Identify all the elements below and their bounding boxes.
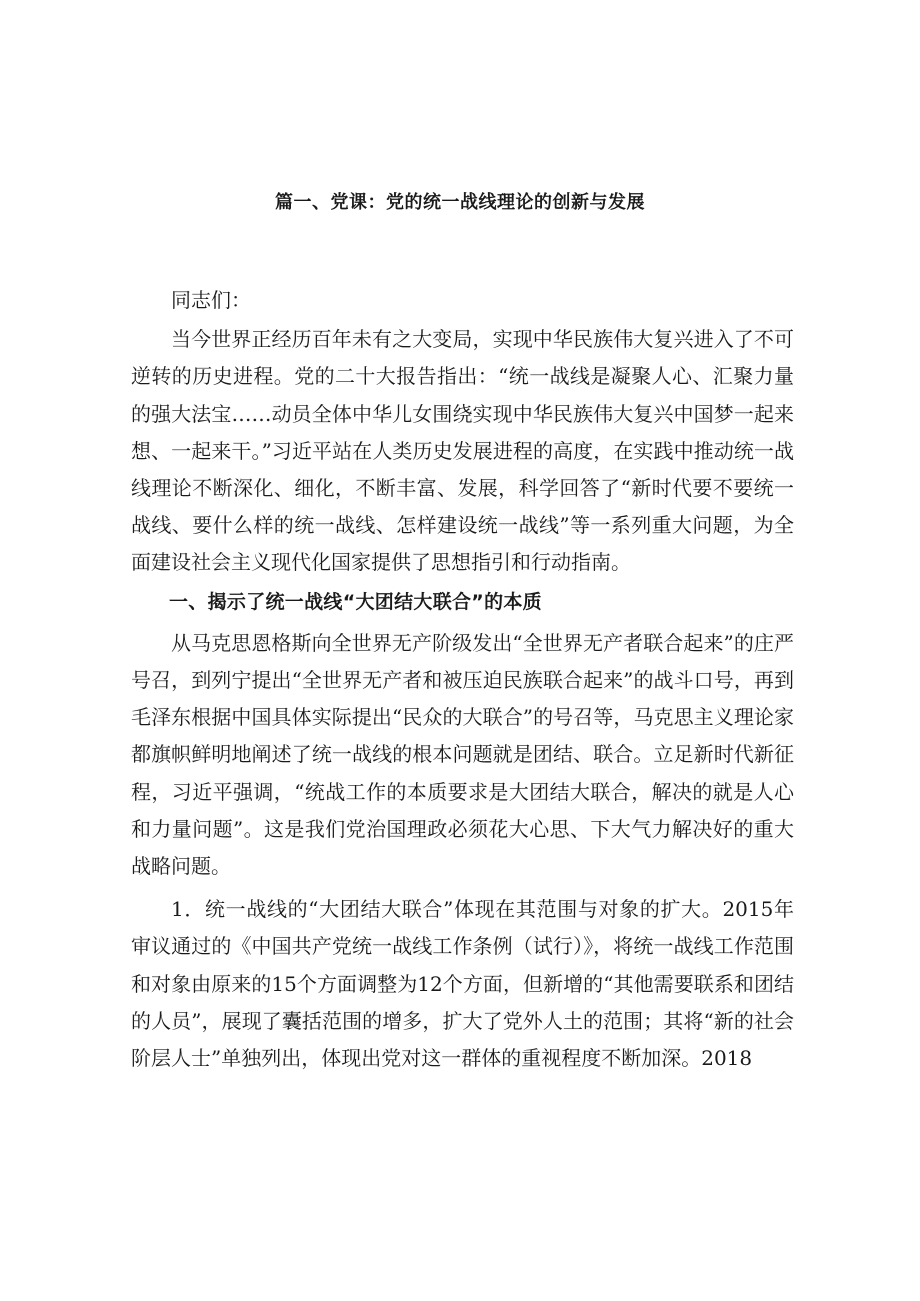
salutation: 同志们： xyxy=(171,288,251,312)
intro-paragraph: 当今世界正经历百年未有之大变局，实现中华民族伟大复兴进入了不可逆转的历史进程。党的二十大报告指出：“统一战线是凝聚人心、汇聚力量的强大法宝……动员全体中华儿女围绕实现中华民族伟大复兴中国梦一起来想、一起来干。”习近平站在人类历史发展进程的高度，在实践中推动统一战线理论不断深化、细化，不断丰富、发展，科学回答了“新时代要不要统一战线、要什么样的统一战线、怎样建设统一战线”等一系列重大问题，为全面建设社会主义现代化国家提供了思想指引和行动指南。 xyxy=(131,327,794,575)
section-heading-1: 一、揭示了统一战线“大团结大联合”的本质 xyxy=(169,590,542,613)
document-body xyxy=(131,282,794,1077)
section-1-point-1-paragraph: 1．统一战线的“大团结大联合”体现在其范围与对象的扩大。2015年审议通过的《中国共产党统一战线工作条例（试行）》，将统一战线工作范围和对象由原来的15个方面调整为12个方面，但新增的“其他需要联系和团结的人员”，展现了囊括范围的增多，扩大了党外人土的范围；其将“新的社会阶层人士”单独列出，体现出党对这一群体的重视程度不断加深。2018 xyxy=(131,897,794,1071)
document-title: 篇一、党课：党的统一战线理论的创新与发展 xyxy=(275,192,645,213)
section-1-paragraph: 从马克思恩格斯向全世界无产阶级发出“全世界无产者联合起来”的庄严号召，到列宁提出“全世界无产者和被压迫民族联合起来”的战斗口号，再到毛泽东根据中国具体实际提出“民众的大联合”的号召等，马克思主义理论家都旗帜鲜明地阐述了统一战线的根本问题就是团结、联合。立足新时代新征程，习近平强调，“统战工作的本质要求是大团结大联合，解决的就是人心和力量问题”。这是我们党治国理政必须花大心思、下大气力解决好的重大战略问题。 xyxy=(131,630,794,879)
